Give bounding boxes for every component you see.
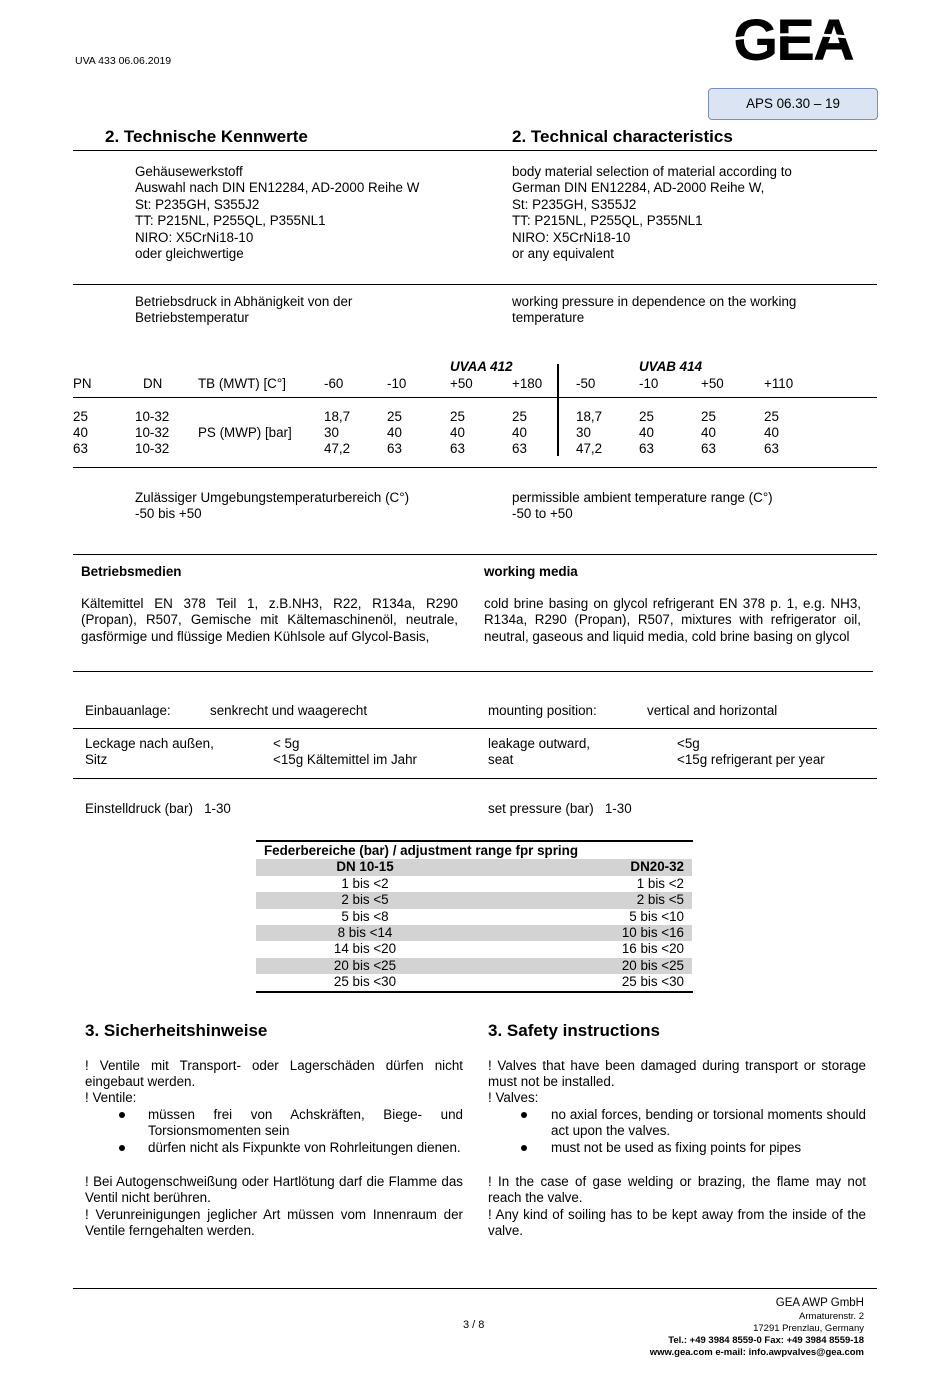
- mounting-label-de: Einbauanlage:: [85, 703, 171, 718]
- footer-web: www.gea.com e-mail: info.awpvalves@gea.com: [649, 1347, 864, 1358]
- column-header: DN 10-15: [256, 859, 474, 875]
- header-cell: -60: [324, 376, 344, 391]
- section2-title-en: 2. Technical characteristics: [512, 127, 733, 146]
- table-cell: 25: [73, 409, 88, 424]
- header-cell: +110: [764, 376, 794, 391]
- mounting-label-en: mounting position:: [488, 703, 597, 718]
- header-cell: TB (MWT) [C°]: [198, 376, 286, 391]
- table-cell: 5 bis <8: [341, 908, 389, 924]
- safety-de-p4: ! Verunreinigungen jeglicher Art müssen vom Innenraum der Ventile ferngehalten werden.: [85, 1207, 463, 1239]
- safety-en-p4: ! Any kind of soiling has to be kept away from the inside of the valve.: [488, 1207, 866, 1239]
- bullet-icon: [118, 1144, 126, 1152]
- table-row: [256, 941, 692, 957]
- media-text-de: Kältemittel EN 378 Teil 1, z.B.NH3, R22, R134a, R290 (Propan), R507, Gemische mit Kältemaschinenöl, neutrale, gasförmige und flüssige Medien Kühlsole auf Glycol-Basis,: [81, 596, 458, 644]
- table-cell: 18,7: [324, 409, 351, 424]
- header-cell: +180: [512, 376, 543, 391]
- table-cell: 40: [512, 425, 527, 440]
- table-row: [256, 876, 692, 892]
- table-cell: 63: [764, 441, 779, 456]
- divider: [73, 554, 877, 555]
- table-cell: 30: [576, 425, 591, 440]
- footer-company: GEA AWP GmbH: [775, 1297, 864, 1309]
- spring-table-title: Federbereiche (bar) / adjustment range fpr spring: [264, 843, 579, 858]
- header-cell: +50: [701, 376, 724, 391]
- leakage-value-en: <5g <15g refrigerant per year: [677, 736, 825, 768]
- table-cell: 63: [701, 441, 716, 456]
- footer-city: 17291 Prenzlau, Germany: [753, 1323, 864, 1334]
- safety-en-p1: ! Valves that have been damaged during transport or storage must not be installed.: [488, 1058, 866, 1090]
- table-cell: 25 bis <30: [333, 974, 397, 990]
- divider: [73, 150, 877, 151]
- section3-title-en: 3. Safety instructions: [488, 1021, 660, 1040]
- leakage-value-de: < 5g <15g Kältemittel im Jahr: [273, 736, 418, 768]
- safety-de-b1: müssen frei von Achskräften, Biege- und Torsionsmomenten sein: [148, 1107, 463, 1139]
- table-cell: 20 bis <25: [256, 958, 474, 974]
- gea-logo: [712, 10, 874, 66]
- safety-en-p3: ! In the case of gase welding or brazing, the flame may not reach the valve.: [488, 1174, 866, 1206]
- footer-rule: [73, 1288, 877, 1289]
- page-number: 3 / 8: [463, 1319, 485, 1331]
- table-cell: 10-32: [135, 409, 170, 424]
- set-pressure-en: set pressure (bar) 1-30: [488, 801, 632, 816]
- document-reference: UVA 433 06.06.2019: [75, 55, 172, 67]
- table-top-rule: [256, 840, 693, 842]
- safety-de-p1: ! Ventile mit Transport- oder Lagerschäden dürfen nicht eingebaut werden.: [85, 1058, 463, 1090]
- table-cell: 8 bis <14: [256, 925, 474, 941]
- group-separator: [557, 364, 559, 456]
- table-cell: 25: [512, 409, 527, 424]
- ps-label: PS (MWP) [bar]: [198, 425, 292, 440]
- header-cell: PN: [73, 376, 92, 391]
- table-row: [256, 958, 692, 974]
- table-cell: 1 bis <2: [341, 875, 389, 891]
- table-cell: 2 bis <5: [256, 892, 474, 908]
- table-cell: 16 bis <20: [621, 941, 684, 957]
- table-cell: 63: [73, 441, 88, 456]
- header-cell: -50: [576, 376, 596, 391]
- media-text-en: cold brine basing on glycol refrigerant EN 378 p. 1, e.g. NH3, R134a, R290 (Propan), R507, mixtures with refrigerator oil, neutral, gaseous and liquid media, cold brine basing on glycol: [484, 596, 861, 644]
- table-cell: 25 bis <30: [621, 974, 684, 990]
- table-cell: 1 bis <2: [636, 875, 684, 891]
- mounting-value-en: vertical and horizontal: [647, 703, 778, 718]
- table-cell: 63: [387, 441, 402, 456]
- table-cell: 40: [764, 425, 779, 440]
- table-cell: 10-32: [135, 425, 170, 440]
- table-cell: 18,7: [576, 409, 603, 424]
- table-bottom-rule: [256, 991, 693, 993]
- table-cell: 5 bis <10: [629, 908, 684, 924]
- section3-title-de: 3. Sicherheitshinweise: [85, 1021, 268, 1040]
- safety-de-b2: dürfen nicht als Fixpunkte von Rohrleitungen dienen.: [148, 1140, 461, 1155]
- pressure-text-de: Betriebsdruck in Abhänigkeit von der Betriebstemperatur: [135, 294, 353, 326]
- group-uvab: UVAB 414: [639, 359, 703, 374]
- divider: [73, 728, 877, 729]
- ambient-text-de: Zulässiger Umgebungstemperaturbereich (C°) -50 bis +50: [135, 490, 410, 522]
- table-row: [256, 892, 692, 908]
- material-text-en: body material selection of material according to German DIN EN12284, AD-2000 Reihe W, St: P235GH, S355J2 TT: P215NL, P255QL, P355NL1 NIRO: X5CrNi18-10 or any equivalent: [512, 164, 792, 262]
- safety-de-p2: ! Ventile:: [85, 1090, 137, 1105]
- table-cell: 25: [387, 409, 402, 424]
- table-cell: 25: [450, 409, 465, 424]
- table-cell: 40: [387, 425, 402, 440]
- safety-en-b2: must not be used as fixing points for pipes: [551, 1140, 802, 1155]
- logo-text: GEA: [733, 10, 853, 66]
- header-cell: -10: [639, 376, 659, 391]
- column-header: DN20-32: [474, 859, 692, 875]
- table-cell: 25: [639, 409, 654, 424]
- table-cell: 30: [324, 425, 339, 440]
- aps-badge: APS 06.30 – 19: [708, 88, 878, 120]
- table-cell: 10-32: [135, 441, 170, 456]
- table-cell: 2 bis <5: [474, 892, 692, 908]
- table-cell: 47,2: [324, 441, 351, 456]
- header-cell: +50: [450, 376, 473, 391]
- table-row: [256, 909, 692, 925]
- table-cell: 40: [639, 425, 654, 440]
- safety-en-p2: ! Valves:: [488, 1090, 539, 1105]
- bullet-icon: [520, 1144, 528, 1152]
- table-cell: 40: [73, 425, 88, 440]
- bullet-icon: [520, 1111, 528, 1119]
- table-row: [256, 925, 692, 941]
- header-cell: DN: [143, 376, 163, 391]
- header-cell: -10: [387, 376, 407, 391]
- table-cell: 40: [701, 425, 716, 440]
- spring-range-table: [256, 843, 692, 991]
- leakage-label-en: leakage outward, seat: [488, 736, 590, 768]
- divider: [73, 778, 877, 779]
- divider: [73, 397, 877, 398]
- leakage-label-de: Leckage nach außen, Sitz: [85, 736, 214, 768]
- footer-phone: Tel.: +49 3984 8559-0 Fax: +49 3984 8559-18: [668, 1335, 864, 1346]
- table-cell: 63: [639, 441, 654, 456]
- table-cell: 14 bis <20: [333, 941, 397, 957]
- pressure-text-en: working pressure in dependence on the working temperature: [512, 294, 797, 326]
- section2-title-de: 2. Technische Kennwerte: [105, 127, 308, 146]
- table-cell: 63: [512, 441, 527, 456]
- set-pressure-de: Einstelldruck (bar) 1-30: [85, 801, 231, 816]
- group-uvaa: UVAA 412: [450, 359, 513, 374]
- table-cell: 25: [764, 409, 779, 424]
- table-cell: 63: [450, 441, 465, 456]
- table-cell: 40: [450, 425, 465, 440]
- bullet-icon: [118, 1111, 126, 1119]
- table-cell: 47,2: [576, 441, 603, 456]
- divider: [73, 467, 877, 468]
- divider: [73, 671, 873, 672]
- table-cell: 20 bis <25: [474, 958, 692, 974]
- safety-en-b1: no axial forces, bending or torsional moments should act upon the valves.: [551, 1107, 866, 1139]
- footer-street: Armaturenstr. 2: [799, 1311, 864, 1322]
- ambient-text-en: permissible ambient temperature range (C°) -50 to +50: [512, 490, 773, 522]
- table-cell: 25: [701, 409, 716, 424]
- material-text-de: Gehäusewerkstoff Auswahl nach DIN EN12284, AD-2000 Reihe W St: P235GH, S355J2 TT: P215NL, P255QL, P355NL1 NIRO: X5CrNi18-10 oder gleichwertige: [135, 164, 420, 262]
- divider: [73, 284, 877, 285]
- table-row: [256, 974, 692, 990]
- mounting-value-de: senkrecht und waagerecht: [210, 703, 368, 718]
- table-cell: 10 bis <16: [474, 925, 692, 941]
- media-title-en: working media: [484, 564, 578, 579]
- safety-de-p3: ! Bei Autogenschweißung oder Hartlötung darf die Flamme das Ventil nicht berühren.: [85, 1174, 463, 1206]
- media-title-de: Betriebsmedien: [81, 564, 182, 579]
